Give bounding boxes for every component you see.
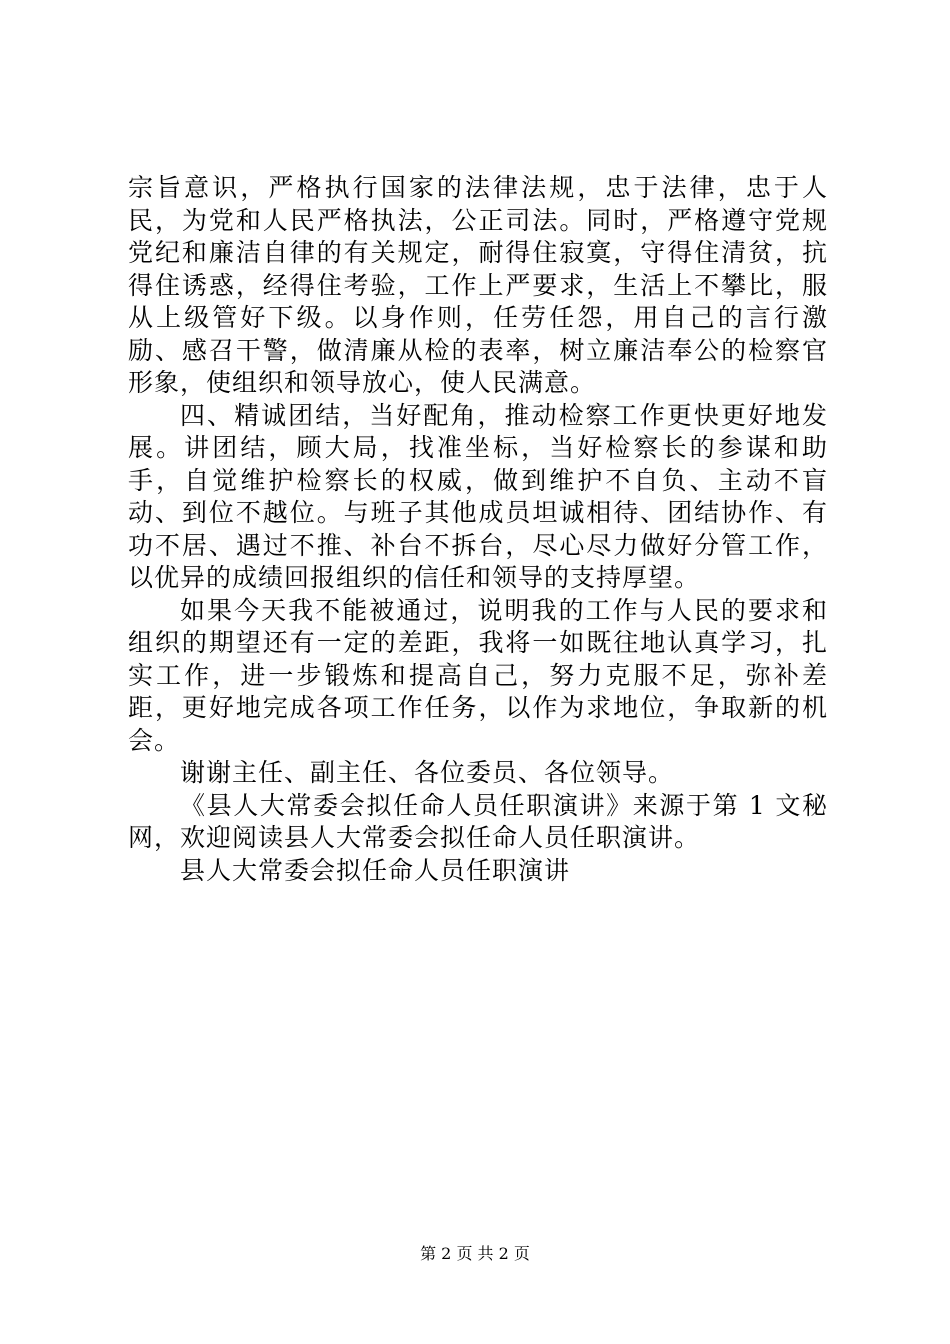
paragraph-2: 四、精诚团结，当好配角，推动检察工作更快更好地发展。讲团结，顾大局，找准坐标，当好检察长的参谋和助手，自觉维护检察长的权威，做到维护不自负、主动不盲动、到位不越位。与班子其他成员坦诚相待、团结协作、有功不居、遇过不推、补台不拆台，尽心尽力做好分管工作，以优异的成绩回报组织的信任和领导的支持厚望。 xyxy=(128,400,828,592)
paragraph-3: 如果今天我不能被通过，说明我的工作与人民的要求和组织的期望还有一定的差距，我将一如既往地认真学习，扎实工作，进一步锻炼和提高自己，努力克服不足，弥补差距，更好地完成各项工作任务，以作为求地位，争取新的机会。 xyxy=(128,595,828,755)
page-footer: 第 2 页 共 2 页 xyxy=(420,1244,530,1263)
paragraph-6: 县人大常委会拟任命人员任职演讲 xyxy=(180,855,571,885)
paragraph-5: 《县人大常委会拟任命人员任职演讲》来源于第 1 文秘网，欢迎阅读县人大常委会拟任命人员任职演讲。 xyxy=(128,790,828,852)
document-body xyxy=(128,172,828,887)
paragraph-1: 宗旨意识，严格执行国家的法律法规，忠于法律，忠于人民，为党和人民严格执法，公正司法。同时，严格遵守党规党纪和廉洁自律的有关规定，耐得住寂寞，守得住清贫，抗得住诱惑，经得住考验，工作上严要求，生活上不攀比，服从上级管好下级。以身作则，任劳任怨，用自己的言行激励、感召干警，做清廉从检的表率，树立廉洁奉公的检察官形象，使组织和领导放心，使人民满意。 xyxy=(128,173,828,397)
paragraph-4: 谢谢主任、副主任、各位委员、各位领导。 xyxy=(180,758,675,787)
